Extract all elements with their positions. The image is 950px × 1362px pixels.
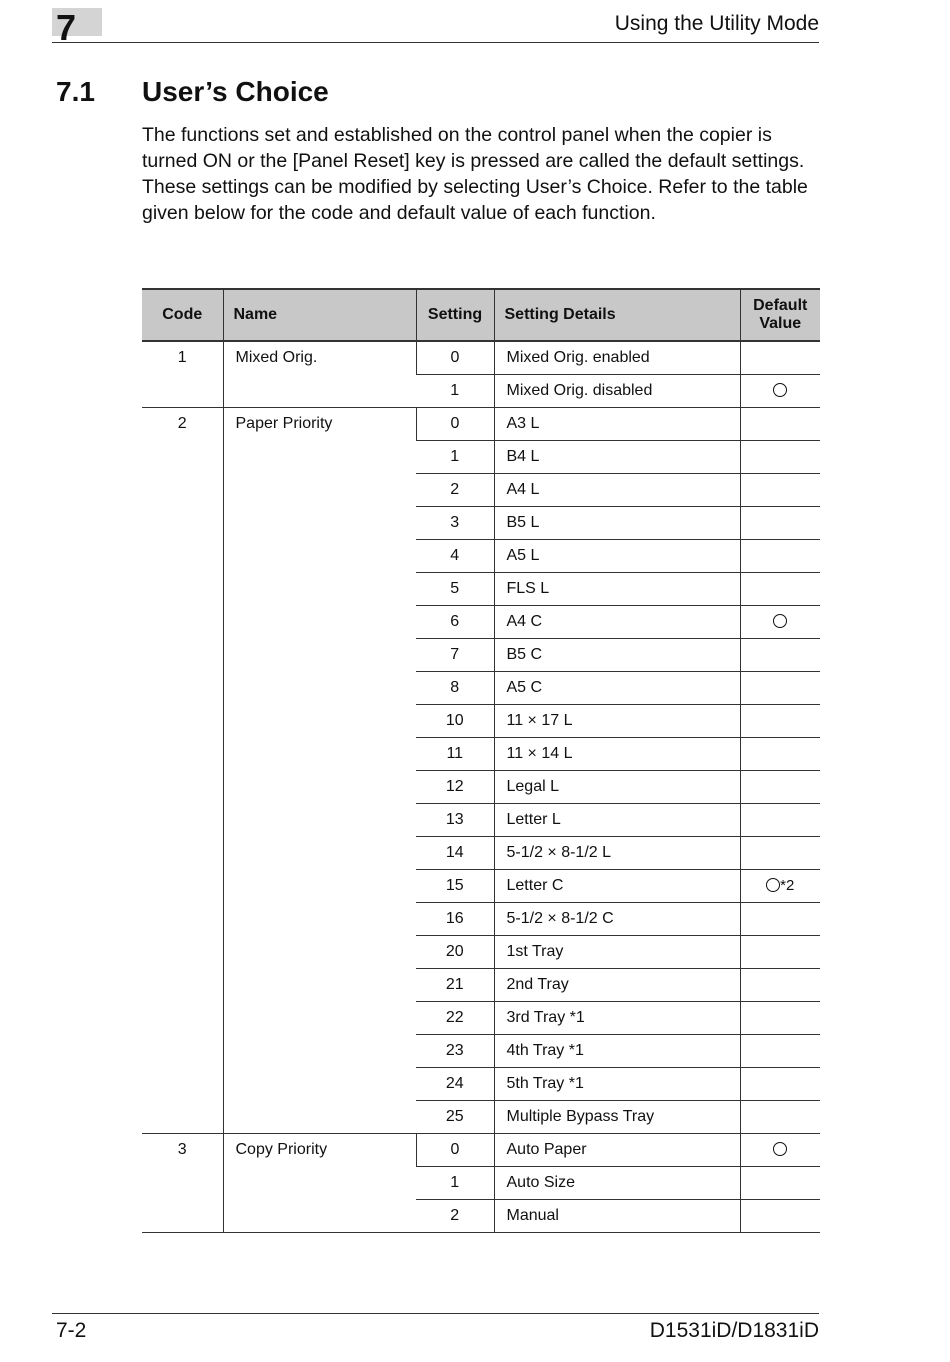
default-value-cell bbox=[740, 474, 820, 507]
circle-icon bbox=[773, 383, 787, 397]
setting-details: Letter L bbox=[494, 804, 740, 837]
setting-value: 13 bbox=[416, 804, 494, 837]
default-value-cell bbox=[740, 639, 820, 672]
setting-details: B5 C bbox=[494, 639, 740, 672]
default-value-cell bbox=[740, 573, 820, 606]
default-value-cell bbox=[740, 837, 820, 870]
setting-details: Manual bbox=[494, 1200, 740, 1233]
header-code: Code bbox=[142, 289, 223, 341]
setting-value: 10 bbox=[416, 705, 494, 738]
setting-details: Mixed Orig. enabled bbox=[494, 341, 740, 375]
table-row bbox=[142, 341, 820, 375]
default-note: *2 bbox=[780, 877, 795, 894]
setting-details: Letter C bbox=[494, 870, 740, 903]
default-value-cell bbox=[740, 738, 820, 771]
default-value-cell bbox=[740, 375, 820, 408]
header-setting-details: Setting Details bbox=[494, 289, 740, 341]
setting-details: 4th Tray *1 bbox=[494, 1035, 740, 1068]
setting-details: Multiple Bypass Tray bbox=[494, 1101, 740, 1134]
setting-details: 5-1/2 × 8-1/2 C bbox=[494, 903, 740, 936]
setting-value: 20 bbox=[416, 936, 494, 969]
setting-value: 21 bbox=[416, 969, 494, 1002]
page-number: 7-2 bbox=[56, 1319, 87, 1342]
setting-value: 0 bbox=[416, 408, 494, 441]
default-value-cell bbox=[740, 441, 820, 474]
default-value-cell bbox=[740, 1134, 820, 1167]
setting-value: 3 bbox=[416, 507, 494, 540]
setting-details: A4 L bbox=[494, 474, 740, 507]
function-code: 3 bbox=[142, 1134, 223, 1233]
default-value-cell bbox=[740, 672, 820, 705]
default-value-cell bbox=[740, 408, 820, 441]
setting-details: 3rd Tray *1 bbox=[494, 1002, 740, 1035]
intro-paragraph: The functions set and established on the control panel when the copier is turned ON or the [Panel Reset] key is pressed are called the default settings. These settings can be modified by selecting User’s Choice. Refer to the table given below for the code and default value of each function. bbox=[142, 124, 808, 224]
default-value-cell bbox=[740, 936, 820, 969]
header-title: Using the Utility Mode bbox=[614, 12, 819, 35]
setting-value: 1 bbox=[416, 441, 494, 474]
section-number: 7.1 bbox=[56, 76, 95, 107]
setting-value: 11 bbox=[416, 738, 494, 771]
default-value-cell bbox=[740, 341, 820, 375]
setting-value: 16 bbox=[416, 903, 494, 936]
setting-details: B4 L bbox=[494, 441, 740, 474]
default-value-cell bbox=[740, 507, 820, 540]
setting-details: Mixed Orig. disabled bbox=[494, 375, 740, 408]
setting-value: 2 bbox=[416, 1200, 494, 1233]
setting-details: A3 L bbox=[494, 408, 740, 441]
model-name: D1531iD/D1831iD bbox=[649, 1319, 819, 1342]
default-value-cell bbox=[740, 1002, 820, 1035]
default-value-cell bbox=[740, 1035, 820, 1068]
default-value-cell bbox=[740, 771, 820, 804]
setting-details: A5 C bbox=[494, 672, 740, 705]
setting-value: 15 bbox=[416, 870, 494, 903]
default-value-cell bbox=[740, 1068, 820, 1101]
header-name: Name bbox=[223, 289, 416, 341]
setting-value: 25 bbox=[416, 1101, 494, 1134]
default-value-cell bbox=[740, 1101, 820, 1134]
setting-details: 11 × 17 L bbox=[494, 705, 740, 738]
setting-value: 5 bbox=[416, 573, 494, 606]
setting-value: 4 bbox=[416, 540, 494, 573]
default-value-cell bbox=[740, 804, 820, 837]
default-value-cell bbox=[740, 903, 820, 936]
function-name: Paper Priority bbox=[223, 408, 416, 1134]
setting-details: 1st Tray bbox=[494, 936, 740, 969]
header-default-value: Default Value bbox=[740, 289, 820, 341]
footer-rule bbox=[52, 1313, 819, 1314]
setting-value: 12 bbox=[416, 771, 494, 804]
chapter-number: 7 bbox=[56, 7, 77, 48]
function-name: Mixed Orig. bbox=[223, 341, 416, 408]
users-choice-table bbox=[142, 288, 820, 1233]
setting-value: 6 bbox=[416, 606, 494, 639]
setting-details: 5-1/2 × 8-1/2 L bbox=[494, 837, 740, 870]
setting-value: 1 bbox=[416, 375, 494, 408]
setting-value: 0 bbox=[416, 341, 494, 375]
header-setting: Setting bbox=[416, 289, 494, 341]
circle-icon bbox=[773, 1142, 787, 1156]
default-value-cell bbox=[740, 540, 820, 573]
function-name: Copy Priority bbox=[223, 1134, 416, 1233]
setting-details: A4 C bbox=[494, 606, 740, 639]
table-header-row bbox=[142, 289, 820, 341]
setting-details: FLS L bbox=[494, 573, 740, 606]
setting-value: 1 bbox=[416, 1167, 494, 1200]
table-body bbox=[142, 341, 820, 1233]
setting-value: 7 bbox=[416, 639, 494, 672]
default-value-cell bbox=[740, 870, 820, 903]
default-value-cell bbox=[740, 1167, 820, 1200]
table-row bbox=[142, 408, 820, 441]
function-code: 2 bbox=[142, 408, 223, 1134]
setting-details: A5 L bbox=[494, 540, 740, 573]
setting-details: 11 × 14 L bbox=[494, 738, 740, 771]
function-code: 1 bbox=[142, 341, 223, 408]
setting-details: Auto Paper bbox=[494, 1134, 740, 1167]
circle-icon bbox=[773, 614, 787, 628]
section-title: User’s Choice bbox=[142, 76, 329, 107]
setting-value: 0 bbox=[416, 1134, 494, 1167]
default-value-cell bbox=[740, 969, 820, 1002]
setting-value: 2 bbox=[416, 474, 494, 507]
table-row bbox=[142, 1134, 820, 1167]
setting-details: 5th Tray *1 bbox=[494, 1068, 740, 1101]
setting-details: B5 L bbox=[494, 507, 740, 540]
setting-details: Legal L bbox=[494, 771, 740, 804]
default-value-cell bbox=[740, 705, 820, 738]
setting-value: 23 bbox=[416, 1035, 494, 1068]
default-value-cell bbox=[740, 1200, 820, 1233]
default-value-cell bbox=[740, 606, 820, 639]
setting-value: 14 bbox=[416, 837, 494, 870]
setting-value: 8 bbox=[416, 672, 494, 705]
circle-icon bbox=[766, 878, 780, 892]
setting-value: 22 bbox=[416, 1002, 494, 1035]
setting-value: 24 bbox=[416, 1068, 494, 1101]
header-rule bbox=[52, 42, 819, 43]
setting-details: 2nd Tray bbox=[494, 969, 740, 1002]
setting-details: Auto Size bbox=[494, 1167, 740, 1200]
